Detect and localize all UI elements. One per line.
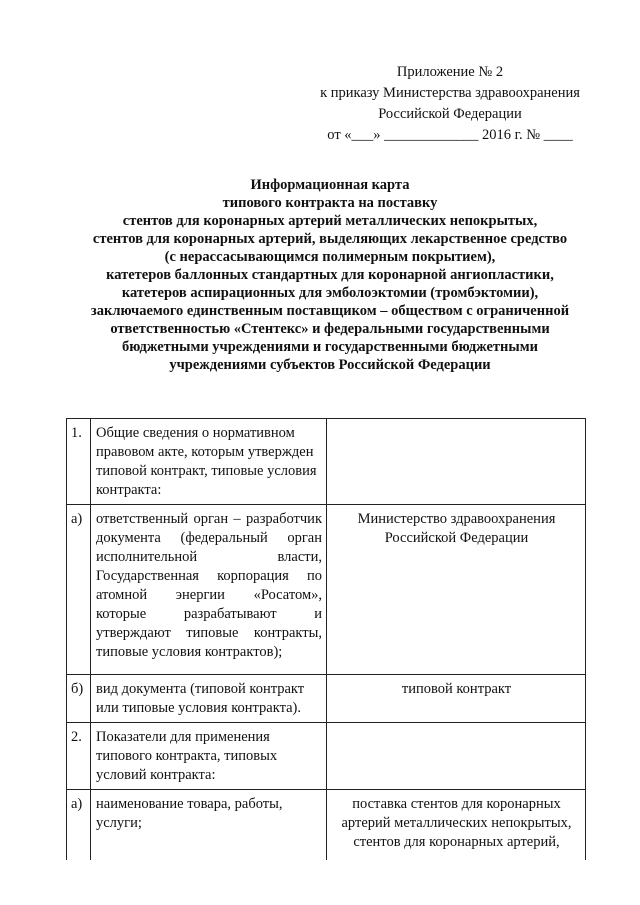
row-value: поставка стентов для коронарных артерий металлических непокрытых, стентов для коронарных артерий, [327,790,586,860]
row-number: 1. [67,419,91,505]
row-label: Показатели для применения типового контракта, типовых условий контракта: [91,723,327,790]
row-label: Общие сведения о нормативном правовом акте, которым утвержден типовой контракт, типовые условия контракта: [91,419,327,505]
appendix-date-line: от «___» _____________ 2016 г. № ____ [327,127,573,143]
title-line: типового контракта на поставку [222,195,438,211]
table-row [67,419,586,505]
info-card-table [66,418,586,860]
document-title [40,176,620,374]
title-line: стентов для коронарных артерий, выделяющих лекарственное средство [92,231,568,247]
row-number: б) [67,675,91,723]
row-value: типовой контракт [327,675,586,723]
table-row [67,723,586,790]
row-number: а) [67,505,91,675]
row-value: Министерство здравоохранения Российской Федерации [327,505,586,675]
title-line: бюджетными учреждениями и государственными бюджетными [122,339,538,355]
row-number: 2. [67,723,91,790]
appendix-header [300,62,600,146]
title-line: стентов для коронарных артерий металлических непокрытых, [122,213,538,229]
title-line: заключаемого единственным поставщиком – обществом с ограниченной [90,303,570,319]
appendix-federation: Российской Федерации [378,106,522,122]
row-label: вид документа (типовой контракт или типовые условия контракта). [91,675,327,723]
table-row [67,675,586,723]
title-line: учреждениями субъектов Российской Федерации [169,357,491,373]
title-line: катетеров аспирационных для эмболоэктомии (тромбэктомии), [121,285,539,301]
appendix-order-ref: к приказу Министерства здравоохранения [320,85,580,101]
title-line: ответственностью «Стентекс» и федеральными государственными [110,321,550,337]
title-line: (с нерассасывающимся полимерным покрытием), [164,249,496,265]
title-line: катетеров баллонных стандартных для коронарной ангиопластики, [106,267,554,283]
row-value [327,419,586,505]
table-row [67,505,586,675]
row-label: наименование товара, работы, услуги; [91,790,327,860]
appendix-number: Приложение № 2 [396,64,504,80]
title-line: Информационная карта [250,177,410,193]
row-number: а) [67,790,91,860]
row-value [327,723,586,790]
table-row [67,790,586,860]
row-label: ответственный орган – разработчик документа (федеральный орган исполнительной власти, Государственная корпорация по атомной энергии «Росатом», которые разрабатывают и утверждают типовые контракты, типовые условия контрактов); [91,505,327,675]
